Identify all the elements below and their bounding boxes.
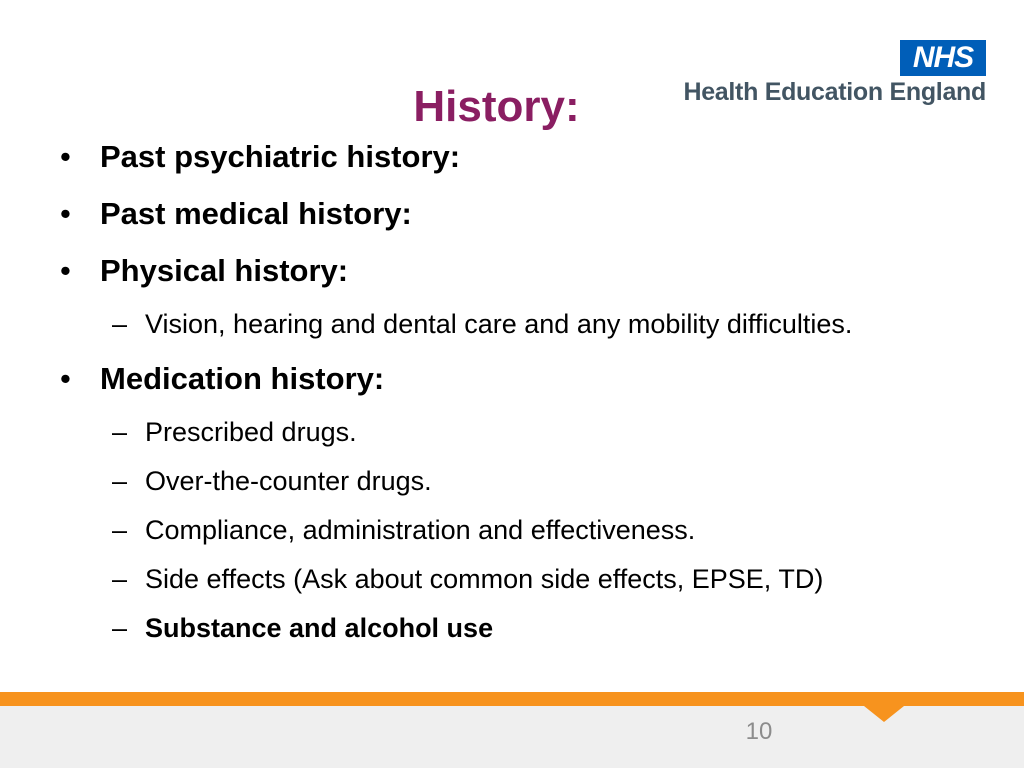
sub-bullet-vision	[58, 304, 998, 355]
sub-bullet-side-effects	[58, 559, 998, 608]
sub-bullet-otc	[58, 461, 998, 510]
sub-bullet-text: Over-the-counter drugs.	[145, 466, 432, 496]
bullet-marker: •	[60, 196, 71, 231]
bullet-marker: •	[60, 361, 71, 396]
bullet-marker: •	[60, 253, 71, 288]
footer-accent-bar	[0, 692, 1024, 706]
slide-content	[58, 133, 998, 657]
sub-bullet-text: Substance and alcohol use	[145, 613, 494, 643]
bullet-physical	[58, 247, 998, 304]
dash-marker: –	[112, 564, 128, 594]
org-name: Health Education England	[683, 78, 986, 106]
dash-marker: –	[112, 613, 128, 643]
page-number: 10	[745, 718, 773, 745]
dash-marker: –	[112, 309, 128, 339]
sub-bullet-text: Side effects (Ask about common side effects, EPSE, TD)	[145, 564, 824, 594]
dash-marker: –	[112, 417, 128, 447]
bullet-text: Medication history:	[100, 361, 385, 396]
sub-bullet-compliance	[58, 510, 998, 559]
bullet-marker: •	[60, 139, 71, 174]
sub-bullet-substance	[58, 608, 998, 657]
bullet-past-psychiatric	[58, 133, 998, 190]
nhs-logo-box: NHS	[900, 40, 986, 76]
sub-bullet-prescribed	[58, 412, 998, 461]
sub-bullet-text: Compliance, administration and effectiveness.	[145, 515, 696, 545]
sub-bullet-text: Vision, hearing and dental care and any mobility difficulties.	[145, 309, 853, 339]
dash-marker: –	[112, 515, 128, 545]
footer-notch	[864, 706, 904, 722]
dash-marker: –	[112, 466, 128, 496]
bullet-text: Past medical history:	[100, 196, 412, 231]
bullet-text: Past psychiatric history:	[100, 139, 461, 174]
slide-title: History:	[413, 82, 580, 131]
bullet-text: Physical history:	[100, 253, 349, 288]
bullet-past-medical	[58, 190, 998, 247]
sub-bullet-text: Prescribed drugs.	[145, 417, 357, 447]
bullet-medication	[58, 355, 998, 412]
